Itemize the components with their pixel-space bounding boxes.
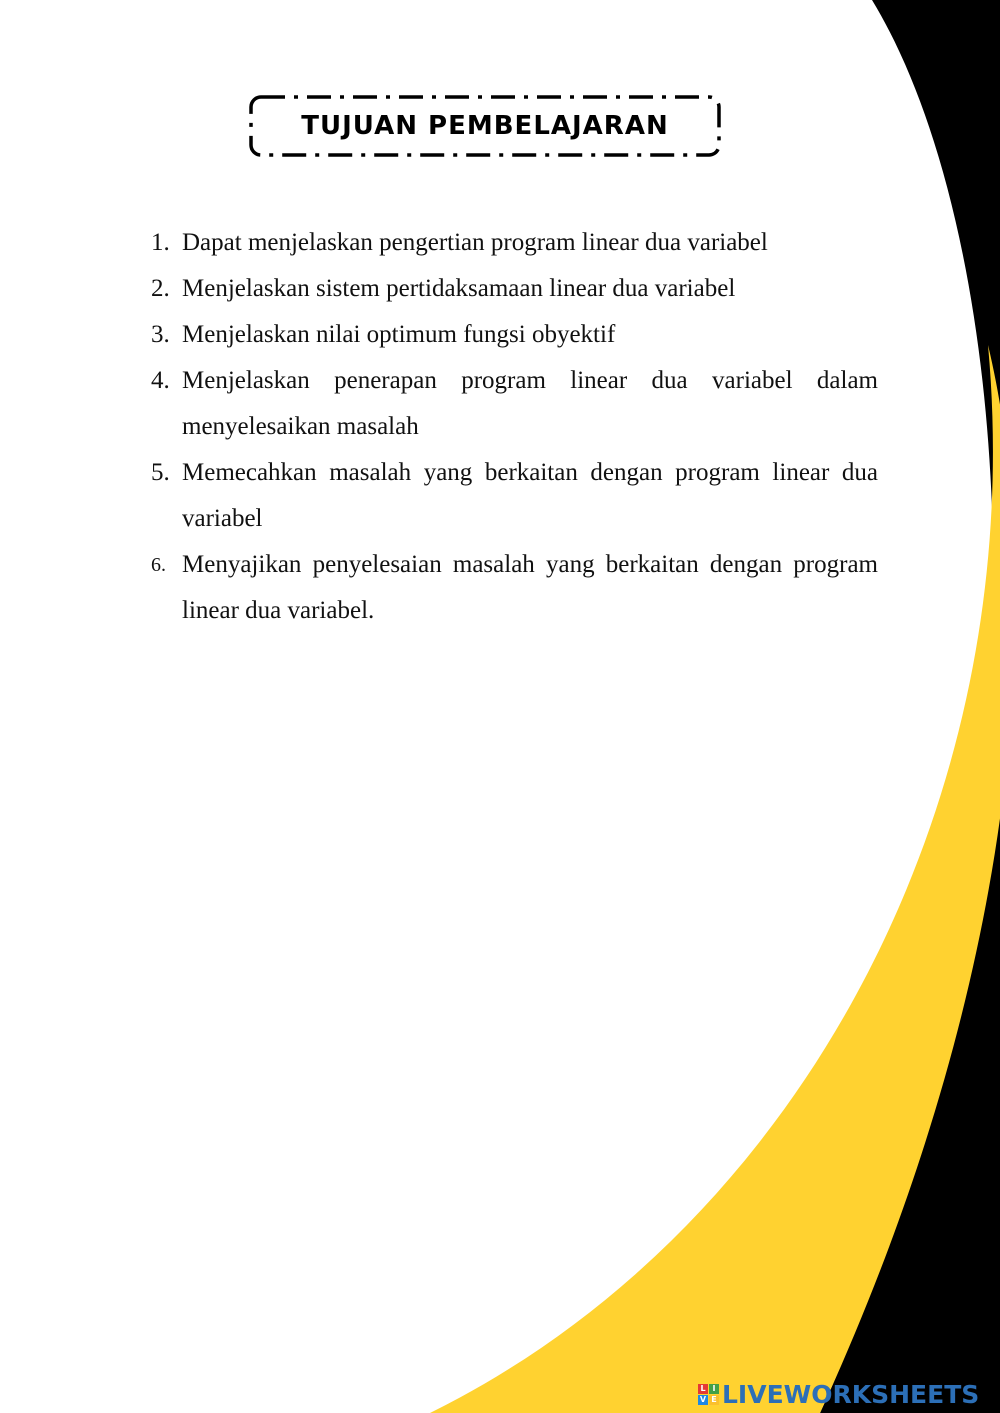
item-number: 6. [151,554,166,576]
item-number: 2. [151,275,170,302]
item-text: Dapat menjelaskan pengertian program linear dua variabel [182,229,768,256]
item-text: Menjelaskan penerapan program linear dua variabel dalam menyelesaikan masalah [182,367,878,440]
objectives-list [148,220,878,634]
list-item [148,358,878,450]
item-number: 5. [151,459,170,486]
page-title: TUJUAN PEMBELAJARAN [301,111,669,141]
item-text: Menjelaskan sistem pertidaksamaan linear dua variabel [182,275,736,302]
item-text: Memecahkan masalah yang berkaitan dengan program linear dua variabel [182,459,878,532]
logo-letter: V [699,1394,707,1404]
item-text: Menjelaskan nilai optimum fungsi obyektif [182,321,616,348]
logo-letter: L [698,1384,708,1394]
item-text: Menyajikan penyelesaian masalah yang berkaitan dengan program linear dua variabel. [182,551,878,624]
logo-letter: E [709,1395,719,1405]
list-item [148,220,878,266]
item-number: 3. [151,321,170,348]
brand-name: LIVEWORKSHEETS [722,1379,980,1409]
logo-letter: I [709,1384,719,1394]
item-number: 1. [151,229,170,256]
list-item [148,312,878,358]
list-item [148,450,878,542]
list-item [148,266,878,312]
title-box [248,94,722,158]
liveworksheets-brand[interactable] [698,1380,979,1408]
list-item [148,542,878,634]
liveworksheets-logo-icon [698,1384,719,1405]
item-number: 4. [151,367,170,394]
